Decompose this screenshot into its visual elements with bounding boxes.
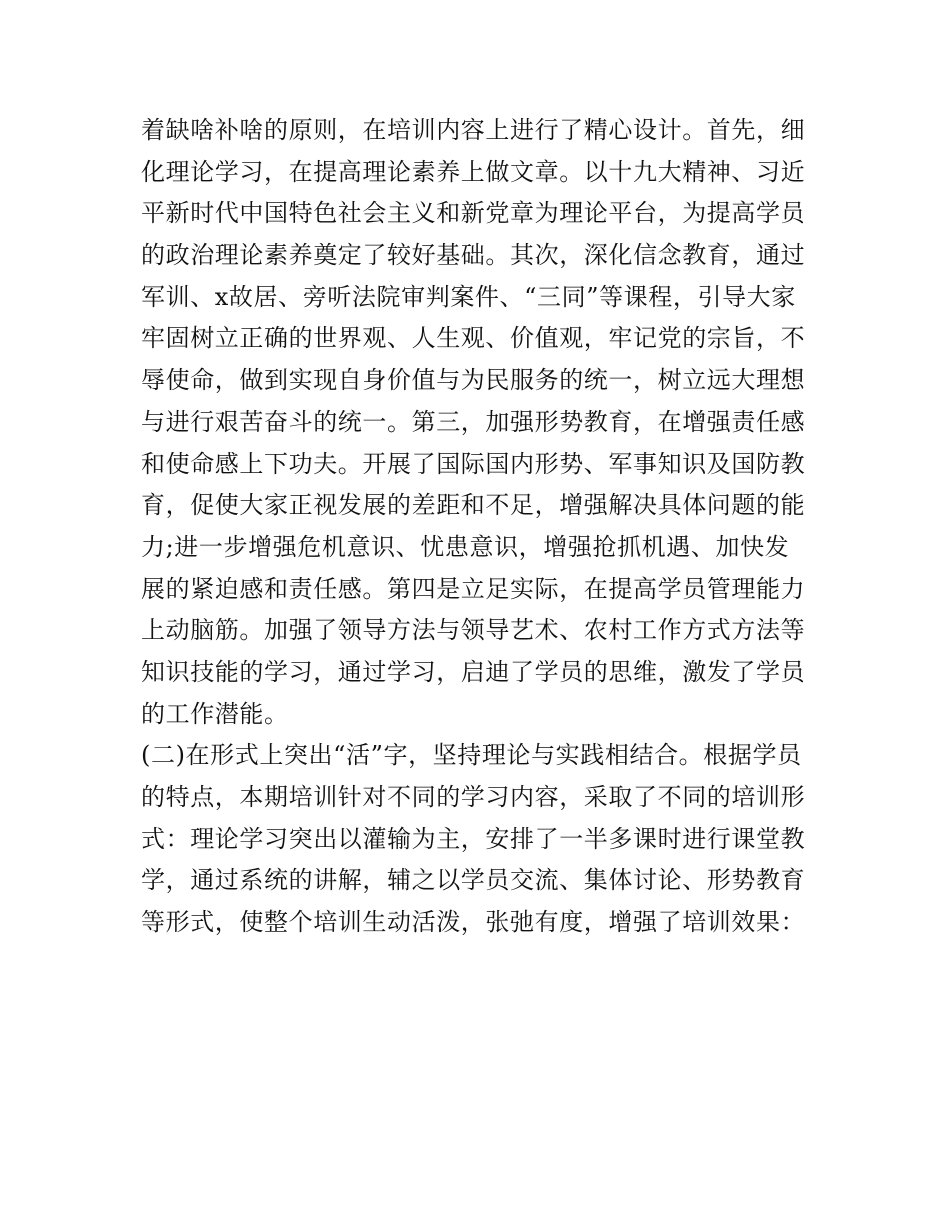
text-line: 力;进一步增强危机意识、忧患意识，增强抢抓机遇、加快发: [141, 532, 790, 561]
text-line: 等形式，使整个培训生动活泼，张弛有度，增强了培训效果：: [141, 908, 806, 937]
text-line: 上动脑筋。加强了领导方法与领导艺术、农村工作方式方法等: [141, 616, 806, 645]
text-line: 知识技能的学习，通过学习，启迪了学员的思维，激发了学员: [141, 657, 806, 686]
text-line: 的特点，本期培训针对不同的学习内容，采取了不同的培训形: [141, 783, 806, 811]
text-line: 学，通过系统的讲解，辅之以学员交流、集体讨论、形势教育: [141, 866, 806, 895]
text-line: 化理论学习，在提高理论素养上做文章。以十九大精神、习近: [141, 157, 806, 186]
text-line: 军训、x故居、旁听法院审判案件、“三同”等课程，引导大家: [141, 282, 796, 311]
text-line: 展的紧迫感和责任感。第四是立足实际，在提高学员管理能力: [141, 574, 806, 603]
text-line: 与进行艰苦奋斗的统一。第三，加强形势教育，在增强责任感: [141, 407, 806, 436]
text-line: 着缺啥补啥的原则，在培训内容上进行了精心设计。首先，细: [141, 116, 806, 144]
body-text: [141, 110, 821, 944]
text-line: 育，促使大家正视发展的差距和不足，增强解决具体问题的能: [141, 491, 806, 520]
text-line: 牢固树立正确的世界观、人生观、价值观，牢记党的宗旨，不: [141, 324, 806, 353]
text-line: 辱使命，做到实现自身价值与为民服务的统一，树立远大理想: [141, 366, 806, 395]
text-line: 式：理论学习突出以灌输为主，安排了一半多课时进行课堂教: [141, 824, 806, 853]
section-heading-line: (二)在形式上突出“活”字，坚持理论与实践相结合。根据学员: [141, 741, 802, 770]
text-line: 的政治理论素养奠定了较好基础。其次，深化信念教育，通过: [141, 241, 806, 270]
text-line: 的工作潜能。: [141, 699, 289, 728]
text-line: 平新时代中国特色社会主义和新党章为理论平台，为提高学员: [141, 199, 806, 228]
text-line: 和使命感上下功夫。开展了国际国内形势、军事知识及国防教: [141, 449, 806, 478]
